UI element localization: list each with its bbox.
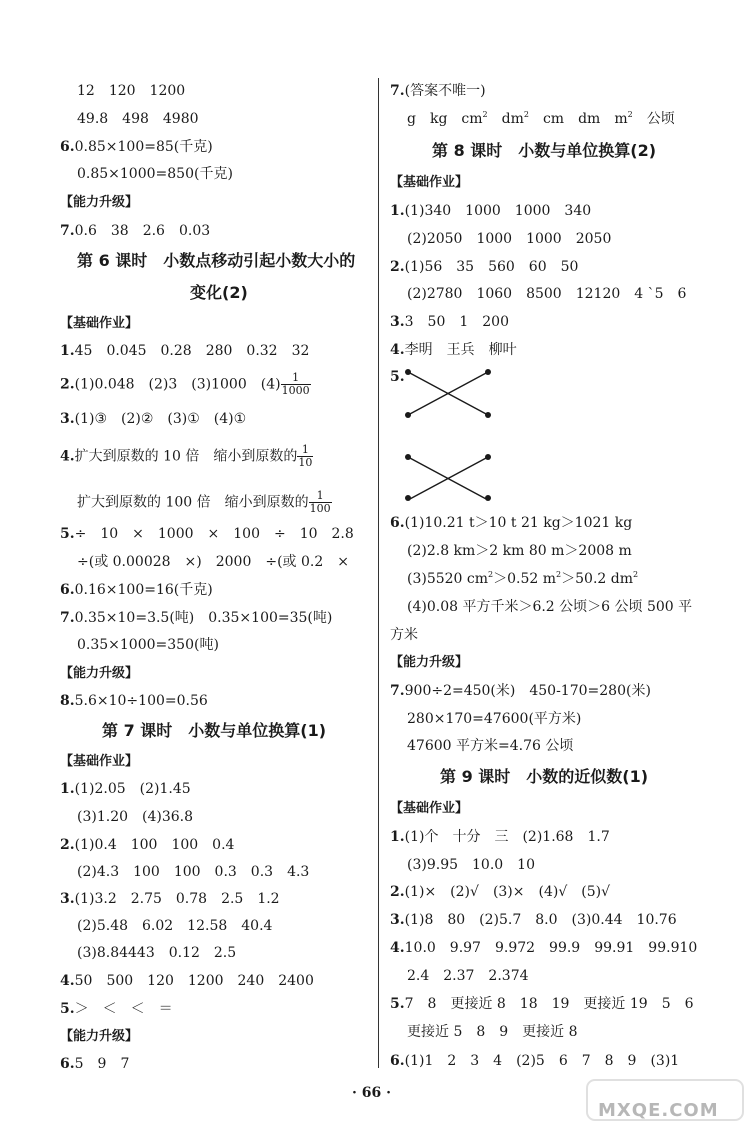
answer-2 [390, 883, 610, 901]
answer-text: 李明 王兵 柳叶 [404, 342, 517, 358]
answer-line: 方米 [390, 627, 418, 643]
answer-6 [390, 1052, 679, 1070]
answer-line: (2)2.8 km＞2 km 80 m＞2008 m [407, 543, 632, 559]
superscript: 2 [556, 570, 562, 579]
answer-3 [60, 890, 280, 908]
answer-4 [390, 939, 697, 957]
answer-text: (1)0.048 (2)3 (3)1000 (4) [74, 376, 281, 393]
question-number: 4. [390, 342, 405, 358]
answer-line: ÷(或 0.00028 ×) 2000 ÷(或 0.2 × [77, 554, 349, 570]
answer-text: 50 500 120 1200 240 2400 [74, 973, 314, 989]
superscript: 2 [632, 570, 639, 579]
question-number: 5. [390, 369, 405, 385]
unit-text: cm dm m [528, 111, 628, 127]
answer-7 [60, 222, 210, 240]
answer-4 [60, 444, 313, 469]
watermark-text: MXQE.COM [598, 1100, 719, 1121]
lesson-title: 第 6 课时 小数点移动引起小数大小的 [77, 251, 356, 270]
fraction [297, 444, 313, 469]
answer-text: 扩大到原数的 100 倍 缩小到原数的 [77, 494, 309, 511]
question-number: 2. [390, 884, 405, 900]
question-number: 7. [60, 223, 75, 239]
answer-text: 7 8 更接近 8 18 19 更接近 19 5 6 [404, 996, 694, 1012]
dot [405, 454, 411, 460]
superscript: 2 [482, 110, 488, 119]
answer-1 [60, 780, 191, 798]
answer-line [77, 490, 332, 515]
page-number: · 66 · [352, 1085, 391, 1101]
question-number: 2. [60, 376, 75, 393]
dot [485, 412, 491, 418]
section-heading: 【能力升级】 [60, 1029, 139, 1044]
dot [485, 495, 491, 501]
question-number: 4. [390, 940, 405, 956]
answer-line [407, 570, 638, 588]
answer-line: (4)0.08 平方千米＞6.2 公顷＞6 公顷 500 平 [407, 599, 693, 615]
answer-line: 47600 平方米=4.76 公顷 [407, 738, 574, 754]
answer-text: 0.16×100=16(千克) [74, 582, 213, 598]
column-divider [378, 78, 379, 1068]
answer-text: 扩大到原数的 10 倍 缩小到原数的 [74, 448, 298, 465]
answer-line: 2.4 2.37 2.374 [407, 968, 529, 984]
superscript: 2 [523, 110, 529, 119]
section-heading: 【基础作业】 [390, 801, 469, 816]
answer-7 [390, 82, 486, 100]
answer-3 [390, 911, 677, 929]
section-heading: 【能力升级】 [60, 195, 139, 210]
answer-text: 0.35×10=3.5(吨) 0.35×100=35(吨) [74, 610, 333, 626]
fraction-numerator: 1 [281, 372, 311, 385]
section-heading: 【基础作业】 [60, 316, 139, 331]
answer-5 [390, 995, 694, 1013]
answer-line: (3)9.95 10.0 10 [407, 857, 535, 873]
fraction [281, 372, 311, 397]
answer-6 [60, 138, 213, 156]
answer-line: (3)8.84443 0.12 2.5 [77, 945, 237, 961]
answer-line: 12 120 1200 [77, 83, 186, 99]
answer-text: (1)2.05 (2)1.45 [74, 781, 191, 797]
dot [485, 454, 491, 460]
answer-line: 280×170=47600(平方米) [407, 711, 582, 727]
answer-1 [390, 202, 591, 220]
question-number: 5. [390, 996, 405, 1012]
answer-7 [390, 682, 651, 700]
answer-3 [60, 410, 246, 428]
answer-text: (1)340 1000 1000 340 [404, 203, 592, 219]
dot [405, 369, 411, 375]
question-number: 5. [60, 526, 75, 542]
answer-line: (2)5.48 6.02 12.58 40.4 [77, 918, 273, 934]
fraction-numerator: 1 [297, 444, 313, 457]
answer-1 [60, 342, 309, 360]
question-number: 3. [60, 411, 75, 427]
section-heading: 【基础作业】 [390, 175, 469, 190]
answer-text: ＞50.2 dm [561, 571, 633, 587]
answer-line: 49.8 498 4980 [77, 111, 199, 127]
answer-8 [60, 692, 208, 710]
answer-text: 45 0.045 0.28 280 0.32 32 [74, 343, 310, 359]
question-number: 4. [60, 973, 75, 989]
answer-6 [60, 1055, 129, 1073]
answer-text: 0.85×100=85(千克) [74, 139, 213, 155]
answer-4 [390, 341, 517, 359]
lesson-title: 第 8 课时 小数与单位换算(2) [432, 141, 657, 160]
answer-text: (1)56 35 560 60 50 [404, 259, 579, 275]
answer-text: (3)5520 cm [407, 571, 489, 587]
fraction-denominator: 1000 [281, 384, 310, 397]
superscript: 2 [488, 570, 494, 579]
section-heading: 【能力升级】 [390, 655, 469, 670]
answer-text: 0.6 38 2.6 0.03 [74, 223, 211, 239]
question-number: 1. [390, 829, 405, 845]
answer-line: (2)2050 1000 1000 2050 [407, 231, 612, 247]
answer-line: (3)1.20 (4)36.8 [77, 809, 194, 825]
answer-3 [390, 313, 509, 331]
answer-7 [60, 609, 332, 627]
section-heading: 【基础作业】 [60, 754, 139, 769]
unit-text: 公顷 [632, 111, 675, 127]
question-number: 4. [60, 448, 75, 465]
answer-6 [390, 514, 632, 532]
question-number: 5. [60, 1001, 75, 1017]
answer-text: 10.0 9.97 9.972 99.9 99.91 99.910 [404, 940, 698, 956]
question-number: 6. [390, 515, 405, 531]
answer-text: (1)个 十分 三 (2)1.68 1.7 [404, 829, 610, 845]
answer-text: ＞0.52 m [493, 571, 557, 587]
answer-text: 5.6×10÷100=0.56 [74, 693, 208, 709]
unit-text: dm [487, 111, 524, 127]
answer-text: (答案不唯一) [404, 83, 486, 99]
question-number: 8. [60, 693, 75, 709]
answer-1 [390, 828, 610, 846]
answer-text: 5 9 7 [74, 1056, 130, 1072]
question-number: 6. [60, 582, 75, 598]
question-number: 1. [390, 203, 405, 219]
question-number: 2. [60, 837, 75, 853]
unit-text: g kg cm [407, 111, 483, 127]
answer-text: 900÷2=450(米) 450-170=280(米) [404, 683, 651, 699]
question-number: 6. [390, 1053, 405, 1069]
question-number: 1. [60, 781, 75, 797]
answer-4 [60, 972, 314, 990]
answer-text: (1)8 80 (2)5.7 8.0 (3)0.44 10.76 [404, 912, 677, 928]
answer-text: (1)1 2 3 4 (2)5 6 7 8 9 (3)1 [404, 1053, 680, 1069]
matching-diagram [400, 362, 510, 502]
answer-text: 3 50 1 200 [404, 314, 509, 330]
question-number: 7. [60, 610, 75, 626]
answer-text: ＞ ＜ ＜ ＝ [74, 1001, 173, 1017]
fraction-denominator: 100 [309, 502, 331, 515]
question-number: 6. [60, 139, 75, 155]
answer-2 [60, 372, 311, 397]
lesson-title-cont: 变化(2) [190, 283, 248, 302]
lesson-title: 第 7 课时 小数与单位换算(1) [102, 721, 327, 740]
dot [485, 369, 491, 375]
answer-line: 更接近 5 8 9 更接近 8 [407, 1024, 578, 1040]
question-number: 3. [60, 891, 75, 907]
question-number: 1. [60, 343, 75, 359]
section-heading: 【能力升级】 [60, 666, 139, 681]
answer-text: (1)0.4 100 100 0.4 [74, 837, 235, 853]
answer-text: (1)10.21 t＞10 t 21 kg＞1021 kg [404, 515, 633, 531]
fraction-numerator: 1 [309, 490, 332, 503]
superscript: 2 [627, 110, 633, 119]
fraction [309, 490, 332, 515]
answer-line: (2)4.3 100 100 0.3 0.3 4.3 [77, 864, 310, 880]
fraction-denominator: 10 [298, 456, 313, 469]
dot [405, 412, 411, 418]
answer-5 [60, 1000, 173, 1018]
answer-line: 0.35×1000=350(吨) [77, 637, 219, 653]
question-number: 2. [390, 259, 405, 275]
question-number: 6. [60, 1056, 75, 1072]
question-number: 3. [390, 912, 405, 928]
answer-line: (2)2780 1060 8500 12120 4 `5 6 [407, 286, 687, 302]
answer-text: (1)× (2)√ (3)× (4)√ (5)√ [404, 884, 611, 900]
question-number: 7. [390, 83, 405, 99]
answer-6 [60, 581, 213, 599]
answer-line [407, 110, 675, 128]
dot [405, 495, 411, 501]
answer-text: (1)③ (2)② (3)① (4)① [74, 411, 247, 427]
lesson-title: 第 9 课时 小数的近似数(1) [440, 767, 649, 786]
answer-line: 0.85×1000=850(千克) [77, 166, 233, 182]
answer-2 [60, 836, 234, 854]
answer-2 [390, 258, 578, 276]
answer-text: (1)3.2 2.75 0.78 2.5 1.2 [74, 891, 280, 907]
question-number: 7. [390, 683, 405, 699]
question-number: 3. [390, 314, 405, 330]
answer-text: ÷ 10 × 1000 × 100 ÷ 10 2.8 [74, 526, 354, 542]
answer-5 [60, 525, 354, 543]
